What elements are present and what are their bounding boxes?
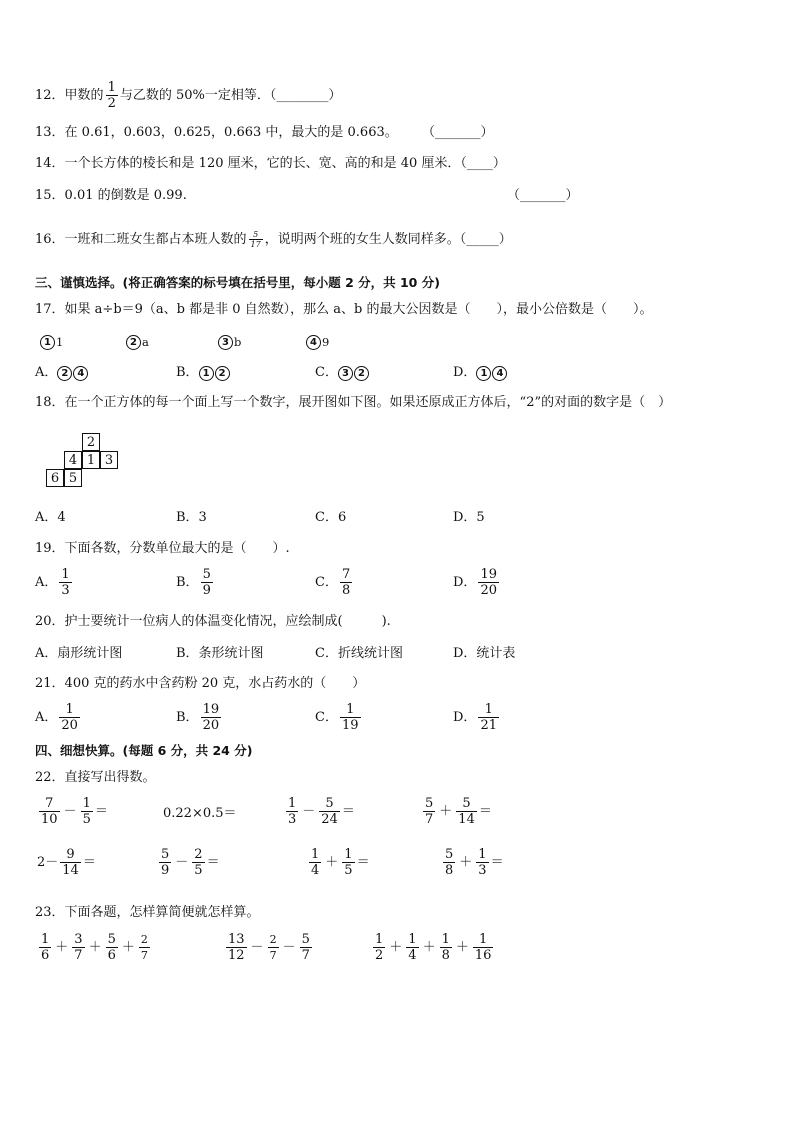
section-title: 四、细想快算。(每题 6 分，共 24 分)	[35, 743, 253, 758]
circled-number-icon: 2	[215, 366, 230, 381]
option-a[interactable]: A．扇形统计图	[35, 646, 123, 661]
circled-number-icon: 1	[199, 366, 214, 381]
fraction: $\frac{1}{20}$	[61, 702, 78, 733]
option-b[interactable]: B． 1 2	[176, 364, 231, 382]
fraction: $\frac{19}{20}$	[202, 702, 220, 733]
expression: $\frac{5}{7}$ ＋ $\frac{5}{14}$ ＝	[425, 796, 492, 827]
net-cell: 1	[82, 451, 100, 469]
section-title: 三、谨慎选择。(将正确答案的标号填在括号里，每小题 2 分，共 10 分)	[35, 275, 440, 290]
question-15: 15．0.01 的倒数是 0.99.	[35, 188, 187, 203]
option-c[interactable]: C． $\frac{7}{8}$	[315, 567, 351, 598]
question-21: 21．400 克的药水中含药粉 20 克，水占药水的（ ）	[35, 676, 366, 691]
net-cell: 3	[100, 451, 118, 469]
fraction: $\frac{1}{3}$	[61, 567, 70, 598]
question-text: 甲数的	[64, 87, 104, 103]
expression: $\frac{13}{12}$ － $\frac{2}{7}$ － $\frac{5}{7}$	[228, 932, 310, 963]
expression: $\frac{5}{8}$ ＋ $\frac{1}{3}$ ＝	[445, 847, 504, 878]
fraction: $\frac{1}{21}$	[480, 702, 497, 733]
expression: $\frac{1}{3}$ － $\frac{5}{24}$ ＝	[288, 796, 355, 827]
expression: $\frac{7}{10}$ － $\frac{1}{5}$ ＝	[41, 796, 108, 827]
cube-net-diagram	[42, 433, 132, 491]
circled-number-icon: 1	[40, 335, 55, 350]
question-14: 14．一个长方体的棱长和是 120 厘米，它的长、宽、高的和是 40 厘米．（____）	[35, 156, 506, 171]
net-cell: 4	[64, 451, 82, 469]
q17-item: 3 b	[218, 333, 241, 351]
option-d[interactable]: D．5	[453, 510, 485, 525]
option-b[interactable]: B．条形统计图	[176, 646, 264, 661]
expression: 0.22×0.5＝	[163, 806, 237, 821]
expression: $\frac{1}{4}$ ＋ $\frac{1}{5}$ ＝	[311, 847, 370, 878]
fraction: $\frac{7}{8}$	[341, 567, 351, 598]
fraction: $\frac{19}{20}$	[480, 567, 497, 598]
fraction: $\frac{1}{19}$	[341, 702, 359, 733]
question-text-tail: 与乙数的 50%一定相等．（________）	[119, 87, 342, 103]
q17-item: 2 a	[126, 333, 149, 351]
circled-number-icon: 3	[218, 335, 233, 350]
option-c[interactable]: C．6	[315, 510, 347, 525]
option-c[interactable]: C． 3 2	[315, 364, 370, 382]
fraction: $\frac{5}{9}$	[202, 567, 211, 598]
question-text-tail: ，说明两个班的女生人数同样多。（_____）	[264, 231, 512, 247]
question-13	[35, 124, 398, 142]
fraction: $\frac{1}{2}$	[107, 80, 116, 111]
circled-number-icon: 2	[57, 366, 72, 381]
question-23: 23．下面各题，怎样算简便就怎样算。	[35, 905, 260, 920]
option-d[interactable]: D． $\frac{19}{20}$	[453, 567, 497, 598]
option-c[interactable]: C． $\frac{1}{19}$	[315, 702, 359, 733]
circled-number-icon: 4	[73, 366, 88, 381]
q17-item: 4 9	[306, 333, 329, 351]
expression: $\frac{1}{6}$ ＋ $\frac{3}{7}$ ＋ $\frac{5}{6}$ ＋ $\frac{2}{7}$	[41, 932, 148, 963]
circled-number-icon: 4	[306, 335, 321, 350]
option-d[interactable]: D． $\frac{1}{21}$	[453, 702, 497, 733]
expression: 2－ $\frac{9}{14}$ ＝	[37, 847, 96, 878]
option-a[interactable]: A． $\frac{1}{3}$	[35, 567, 70, 598]
question-16	[35, 230, 512, 249]
question-text: 16．一班和二班女生都占本班人数的	[35, 231, 247, 247]
question-18: 18．在一个正方体的每一个面上写一个数字，展开图如下图。如果还原成正方体后，“2”的对面的数字是（ ）	[35, 395, 672, 410]
expression: $\frac{1}{2}$ ＋ $\frac{1}{4}$ ＋ $\frac{1}{8}$ ＋ $\frac{1}{16}$	[375, 932, 492, 963]
q17-item: 1 1	[40, 333, 63, 351]
question-20: 20．护士要统计一位病人的体温变化情况，应绘制成( ).	[35, 614, 391, 629]
circled-number-icon: 4	[492, 366, 507, 381]
net-cell: 2	[82, 433, 100, 451]
option-a[interactable]: A．4	[35, 510, 66, 525]
question-12	[35, 80, 341, 111]
expression: $\frac{5}{9}$ － $\frac{2}{5}$ ＝	[161, 847, 220, 878]
net-cell: 6	[46, 469, 64, 487]
option-b[interactable]: B． $\frac{19}{20}$	[176, 702, 220, 733]
circled-number-icon: 2	[126, 335, 141, 350]
option-c[interactable]: C．折线统计图	[315, 646, 403, 661]
circled-number-icon: 2	[354, 366, 369, 381]
question-17: 17．如果 a÷b＝9（a、b 都是非 0 自然数），那么 a、b 的最大公因数是（ ），最小公倍数是（ ）。	[35, 302, 653, 317]
circled-number-icon: 3	[338, 366, 353, 381]
net-cell: 5	[64, 469, 82, 487]
option-b[interactable]: B． $\frac{5}{9}$	[176, 567, 211, 598]
answer-blank[interactable]: （_______）	[507, 188, 579, 203]
question-number: 12．	[35, 87, 65, 103]
option-a[interactable]: A． 2 4	[35, 364, 89, 382]
circled-number-icon: 1	[476, 366, 491, 381]
question-19: 19．下面各数，分数单位最大的是（ ）.	[35, 541, 290, 556]
question-22: 22．直接写出得数。	[35, 770, 156, 785]
option-b[interactable]: B．3	[176, 510, 207, 525]
option-a[interactable]: A． $\frac{1}{20}$	[35, 702, 78, 733]
fraction: $\frac{5}{17}$	[250, 230, 261, 249]
option-d[interactable]: D．统计表	[453, 646, 516, 661]
option-d[interactable]: D． 1 4	[453, 364, 508, 382]
question-text: 13．在 0.61，0.603，0.625，0.663 中，最大的是 0.663。	[35, 125, 398, 140]
answer-blank[interactable]: （_______）	[422, 125, 494, 140]
